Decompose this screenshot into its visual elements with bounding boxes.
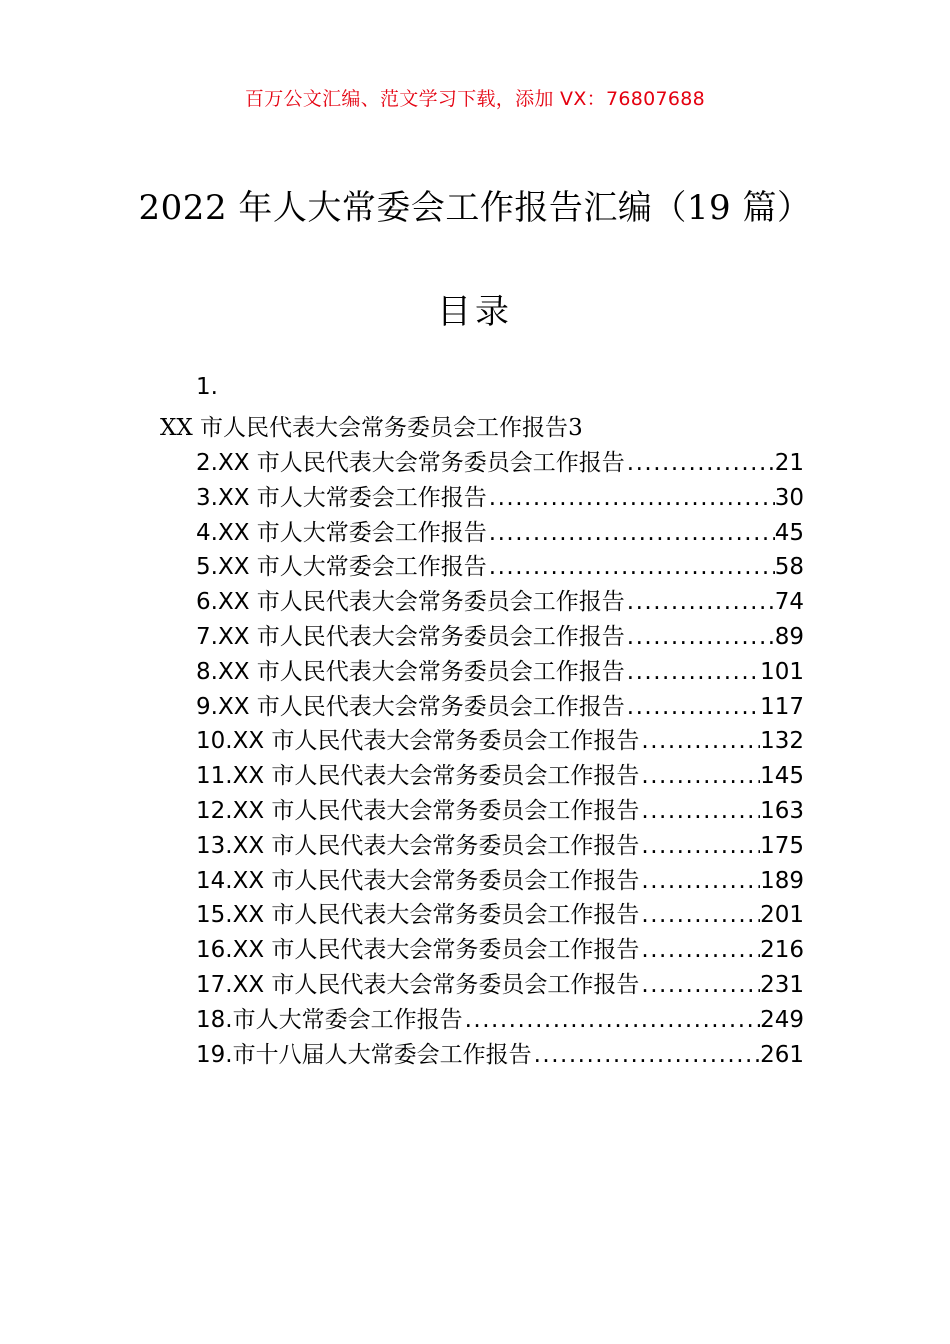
toc-first-entry-text: XX 市人民代表大会常务委员会工作报告	[160, 415, 569, 441]
toc-leader-dots	[625, 450, 775, 476]
header-note: 百万公文汇编、范文学习下载，添加 VX：76807688	[244, 88, 706, 110]
toc-leader-dots	[487, 554, 775, 580]
toc-entry[interactable]	[196, 479, 804, 514]
toc-entry-text: 2.XX 市人民代表大会常务委员会工作报告	[196, 450, 625, 476]
toc-entry-page: 30	[774, 484, 804, 511]
toc-leader-dots	[532, 1042, 761, 1068]
toc-entry[interactable]	[196, 896, 804, 931]
toc-entry-text: 11.XX 市人民代表大会常务委员会工作报告	[196, 763, 640, 790]
toc-entry-page: 216	[760, 937, 804, 964]
toc-entry-text: 6.XX 市人民代表大会常务委员会工作报告	[196, 589, 625, 616]
toc-entry[interactable]	[196, 653, 804, 688]
toc-entry-page: 21	[774, 450, 804, 476]
toc-entry-page: 163	[760, 797, 804, 824]
toc-entry-page: 261	[760, 1041, 804, 1068]
toc-entry[interactable]	[196, 931, 804, 966]
toc-leader-dots	[625, 694, 760, 720]
toc-entry-text: 15.XX 市人民代表大会常务委员会工作报告	[196, 902, 640, 929]
toc-leader-dots	[487, 520, 775, 546]
toc-entry-page: 249	[760, 1006, 804, 1033]
toc-entry[interactable]	[196, 514, 804, 549]
toc-entry-text: 14.XX 市人民代表大会常务委员会工作报告	[196, 867, 640, 894]
toc-entry-page: 145	[760, 763, 804, 790]
toc-entry-text: 4.XX 市人大常委会工作报告	[196, 519, 487, 546]
toc-entry-text: 12.XX 市人民代表大会常务委员会工作报告	[196, 797, 640, 824]
toc-entry-page: 132	[760, 728, 804, 755]
toc-entry-text: 5.XX 市人大常委会工作报告	[196, 554, 487, 581]
toc-entry-page: 45	[774, 519, 804, 546]
toc-entry[interactable]	[196, 618, 804, 653]
toc-leader-dots	[639, 972, 760, 998]
toc-first-entry-number: 1.	[196, 374, 218, 400]
toc-entry-text: 13.XX 市人民代表大会常务委员会工作报告	[196, 832, 640, 859]
toc-leader-dots	[639, 902, 760, 928]
toc-leader-dots	[639, 798, 760, 824]
toc-entry[interactable]	[196, 444, 804, 479]
toc-entry-page: 117	[760, 693, 804, 720]
toc-entry[interactable]	[196, 583, 804, 618]
toc-entry[interactable]	[196, 688, 804, 723]
toc-entry-text: 3.XX 市人大常委会工作报告	[196, 484, 487, 511]
toc-entry[interactable]	[196, 722, 804, 757]
toc-leader-dots	[463, 1007, 761, 1033]
toc-entry-page: 201	[760, 902, 804, 929]
toc-entry-text: 19.市十八届人大常委会工作报告	[196, 1041, 532, 1068]
toc-leader-dots	[639, 763, 760, 789]
toc-entry[interactable]	[196, 1036, 804, 1071]
toc-entry-text: 8.XX 市人民代表大会常务委员会工作报告	[196, 658, 625, 685]
toc-first-entry[interactable]	[160, 409, 583, 442]
toc-entry-page: 189	[760, 867, 804, 894]
toc-heading: 目录	[437, 292, 513, 332]
toc-entry-text: 16.XX 市人民代表大会常务委员会工作报告	[196, 937, 640, 964]
toc-leader-dots	[639, 728, 760, 754]
document-title: 2022 年人大常委会工作报告汇编（19 篇）	[138, 188, 812, 228]
toc-leader-dots	[625, 624, 775, 650]
toc-leader-dots	[487, 485, 775, 511]
toc-entry-page: 74	[774, 589, 804, 616]
toc-leader-dots	[639, 833, 760, 859]
toc-list	[196, 444, 804, 1070]
toc-entry-page: 89	[774, 623, 804, 650]
toc-first-entry-page: 3	[568, 415, 583, 441]
toc-entry[interactable]	[196, 862, 804, 897]
toc-entry-text: 10.XX 市人民代表大会常务委员会工作报告	[196, 728, 640, 755]
toc-entry-text: 9.XX 市人民代表大会常务委员会工作报告	[196, 693, 625, 720]
toc-entry[interactable]	[196, 548, 804, 583]
toc-entry[interactable]	[196, 757, 804, 792]
toc-leader-dots	[625, 589, 775, 615]
toc-entry-page: 175	[760, 832, 804, 859]
toc-entry[interactable]	[196, 1001, 804, 1036]
toc-entry[interactable]	[196, 966, 804, 1001]
toc-entry[interactable]	[196, 792, 804, 827]
toc-leader-dots	[625, 659, 760, 685]
toc-entry-text: 17.XX 市人民代表大会常务委员会工作报告	[196, 971, 640, 998]
toc-entry-page: 58	[774, 554, 804, 581]
toc-entry-page: 101	[760, 658, 804, 685]
toc-entry[interactable]	[196, 827, 804, 862]
toc-entry-text: 18.市人大常委会工作报告	[196, 1006, 463, 1033]
toc-leader-dots	[639, 937, 760, 963]
toc-leader-dots	[639, 868, 760, 894]
toc-entry-text: 7.XX 市人民代表大会常务委员会工作报告	[196, 623, 625, 650]
toc-entry-page: 231	[760, 971, 804, 998]
